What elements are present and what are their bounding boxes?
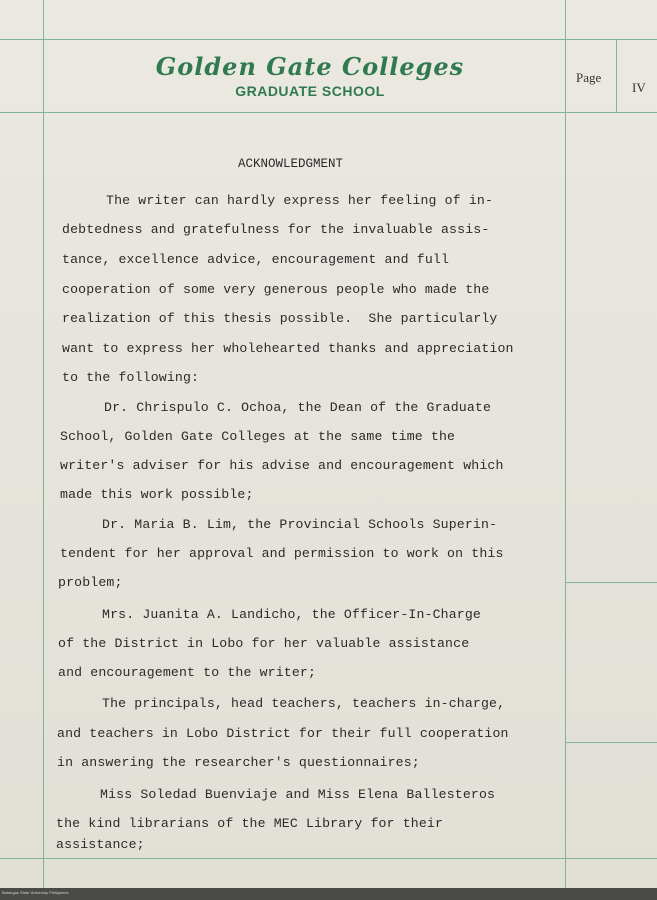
text-line: Mrs. Juanita A. Landicho, the Officer-In-Charge xyxy=(102,607,481,622)
text-line: realization of this thesis possible. She particularly xyxy=(62,311,498,326)
text-line: debtedness and gratefulness for the invaluable assis- xyxy=(62,222,490,237)
footer-strip xyxy=(0,888,657,900)
text-line: of the District in Lobo for her valuable assistance xyxy=(58,636,470,651)
text-line: to the following: xyxy=(62,370,200,385)
text-line: The principals, head teachers, teachers in-charge, xyxy=(102,696,506,711)
text-line: the kind librarians of the MEC Library for their xyxy=(56,816,444,831)
header-bottom-rule xyxy=(0,112,657,113)
text-line: in answering the researcher's questionnaires; xyxy=(57,755,420,770)
text-line: The writer can hardly express her feeling of in- xyxy=(106,193,494,208)
text-line: and teachers in Lobo District for their full cooperation xyxy=(57,726,509,741)
page-label: Page xyxy=(576,70,602,85)
school-name: GRADUATE SCHOOL xyxy=(235,83,385,99)
text-line: cooperation of some very generous people who made the xyxy=(62,282,490,297)
text-line: tance, excellence advice, encouragement and full xyxy=(62,252,450,267)
footer-text: Batangas State University Philippines xyxy=(2,890,69,895)
section-heading: ACKNOWLEDGMENT xyxy=(238,157,344,171)
right-margin-border xyxy=(565,0,566,888)
text-line: problem; xyxy=(58,575,123,590)
text-line: tendent for her approval and permission to work on this xyxy=(60,546,504,561)
masthead xyxy=(60,52,560,99)
text-line: Dr. Maria B. Lim, the Provincial Schools Superin- xyxy=(102,517,498,532)
text-line: School, Golden Gate Colleges at the same time the xyxy=(60,429,456,444)
text-line: made this work possible; xyxy=(60,487,254,502)
text-line: and encouragement to the writer; xyxy=(58,665,317,680)
page-column-divider xyxy=(616,39,617,112)
college-name: Golden Gate Colleges xyxy=(155,52,465,81)
left-border xyxy=(43,0,44,888)
margin-rule-2 xyxy=(565,742,657,743)
text-line: writer's adviser for his advise and encouragement which xyxy=(60,458,504,473)
margin-rule-1 xyxy=(565,582,657,583)
text-line: Dr. Chrispulo C. Ochoa, the Dean of the Graduate xyxy=(104,400,492,415)
top-rule xyxy=(0,39,657,40)
text-line: Miss Soledad Buenviaje and Miss Elena Ballesteros xyxy=(100,787,496,802)
text-line: want to express her wholehearted thanks and appreciation xyxy=(62,341,514,356)
text-line: assistance; xyxy=(56,837,145,852)
page-number: IV xyxy=(632,80,646,95)
bottom-rule xyxy=(0,858,657,859)
